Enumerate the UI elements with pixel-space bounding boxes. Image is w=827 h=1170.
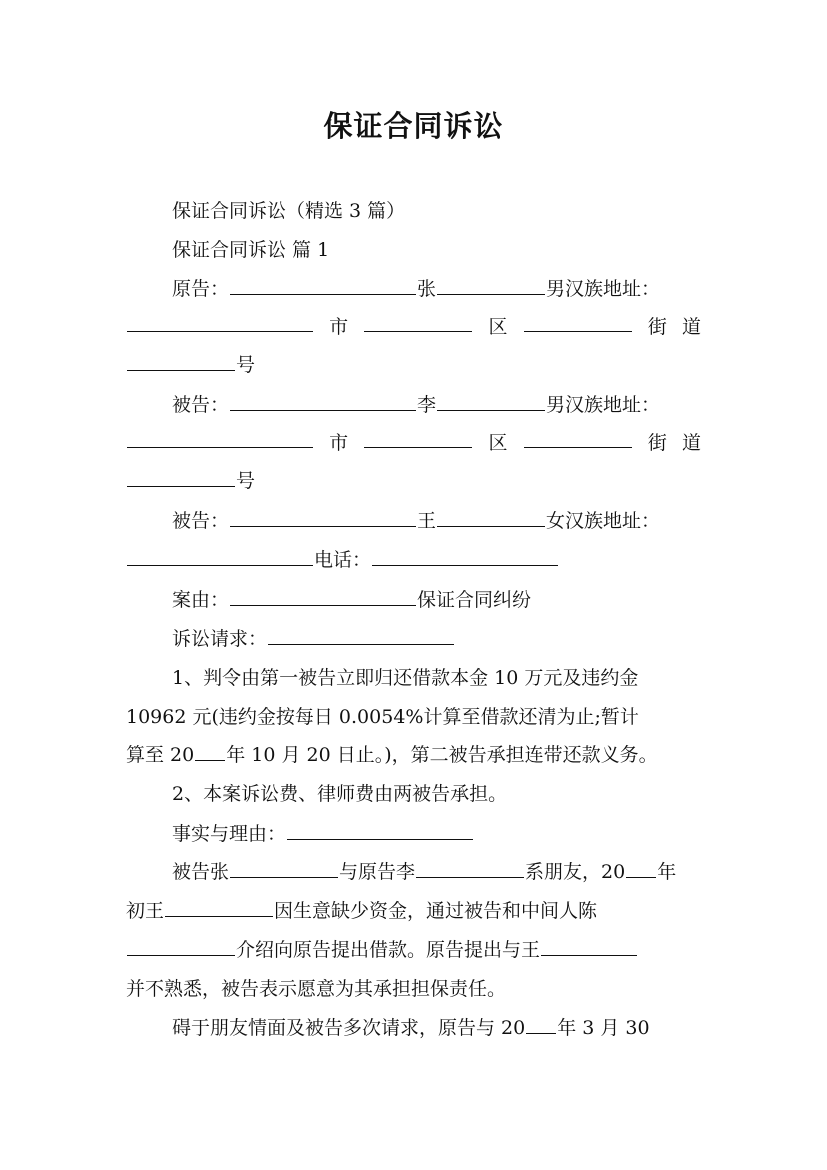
plaintiff-line-1 [126,275,747,303]
facts-wang-blank [165,898,273,917]
defendant1-name-blank [230,392,416,411]
claim1-text-1: 1、判令由第一被告立即归还借款本金 10 万元及违约金 [172,667,639,689]
plaintiff-district-blank [524,313,632,332]
plaintiff-street-1: 街 [647,316,667,338]
heading-line [126,197,747,225]
facts-para-2 [126,897,701,925]
facts-p5-b: 年 3 月 30 [557,1017,650,1039]
defendant2-line-1 [126,507,747,535]
defendant2-label: 被告： [172,510,230,532]
facts-para-4 [126,975,701,1003]
plaintiff-given-blank [437,276,545,295]
facts-p1-b: 与原告李 [339,861,416,883]
claim2-line [126,780,747,808]
defendant1-gender-address: 男汉族地址： [546,394,661,416]
claims-line [126,625,747,653]
defendant1-number-blank [127,468,235,487]
facts-chen-blank [127,937,235,956]
claim1-text-3b: 年 10 月 20 日止。)，第二被告承担连带还款义务。 [226,744,658,766]
facts-line [126,820,747,848]
facts-p2-b: 因生意缺少资金，通过被告和中间人陈 [274,900,598,922]
facts-li-blank [416,859,524,878]
claim1-line-3 [126,741,701,769]
claim2-text: 2、本案诉讼费、律师费由两被告承担。 [172,783,508,805]
plaintiff-line-3 [126,351,701,379]
defendant1-street-2: 道 [681,432,701,454]
claim1-year-blank [195,742,225,761]
defendant1-surname: 李 [417,394,437,416]
plaintiff-line-2 [126,313,701,341]
document-title: 保证合同诉讼 [323,109,504,143]
facts-year-blank-2 [526,1015,556,1034]
plaintiff-number-label: 号 [236,354,256,376]
facts-blank [287,821,473,840]
defendant2-surname: 王 [417,510,437,532]
defendant1-district-label: 区 [488,432,508,454]
defendant2-phone-label: 电话： [314,549,372,571]
claim1-text-3a: 算至 20 [126,744,195,766]
heading-text: 保证合同诉讼（精选 3 篇） [172,200,406,222]
defendant2-line-2 [126,546,701,574]
defendant1-number-label: 号 [236,470,256,492]
plaintiff-name-blank [230,276,416,295]
facts-p5-a: 碍于朋友情面及被告多次请求，原告与 20 [172,1017,526,1039]
defendant1-line-2 [126,429,701,457]
cause-text: 保证合同纠纷 [417,589,532,611]
facts-p3-a: 介绍向原告提出借款。原告提出与王 [236,939,541,961]
facts-wang-blank-2 [541,937,637,956]
section-line [126,236,747,264]
defendant1-given-blank [437,392,545,411]
defendant1-city-blank [364,429,472,448]
defendant2-given-blank [437,508,545,527]
plaintiff-province-blank [127,313,313,332]
cause-blank [230,587,416,606]
plaintiff-street-2: 道 [681,316,701,338]
defendant1-line-3 [126,467,701,495]
facts-para-5 [126,1014,747,1042]
facts-para-3 [126,936,701,964]
claim1-line-2 [126,703,701,731]
facts-p2-a: 初王 [126,900,165,922]
facts-zhang-blank [230,859,338,878]
defendant1-line-1 [126,391,747,419]
defendant1-city-label: 市 [329,432,349,454]
facts-p4: 并不熟悉，被告表示愿意为其承担担保责任。 [126,978,507,1000]
plaintiff-number-blank [127,352,235,371]
defendant1-province-blank [127,429,313,448]
claims-label: 诉讼请求： [172,628,268,650]
plaintiff-surname: 张 [417,278,437,300]
defendant2-name-blank [230,508,416,527]
facts-p1-c: 系朋友，20 [525,861,626,883]
plaintiff-city-blank [364,313,472,332]
facts-para-1 [126,858,747,886]
plaintiff-label: 原告： [172,278,230,300]
cause-line [126,586,747,614]
defendant2-phone-blank [372,547,558,566]
claim1-text-2: 10962 元(违约金按每日 0.0054%计算至借款还清为止;暂计 [126,706,639,728]
plaintiff-district-label: 区 [488,316,508,338]
facts-p1-a: 被告张 [172,861,230,883]
facts-label: 事实与理由： [172,823,287,845]
defendant1-street-1: 街 [647,432,667,454]
defendant1-district-blank [524,429,632,448]
defendant1-label: 被告： [172,394,230,416]
facts-year-blank-1 [626,859,656,878]
plaintiff-city-label: 市 [329,316,349,338]
claims-blank [268,626,454,645]
defendant2-address-blank [127,547,313,566]
claim1-line-1 [126,664,747,692]
defendant2-gender-address: 女汉族地址： [546,510,661,532]
section-title: 保证合同诉讼 篇 1 [172,239,330,261]
plaintiff-gender-address: 男汉族地址： [546,278,661,300]
cause-label: 案由： [172,589,230,611]
facts-p1-d: 年 [657,861,677,883]
